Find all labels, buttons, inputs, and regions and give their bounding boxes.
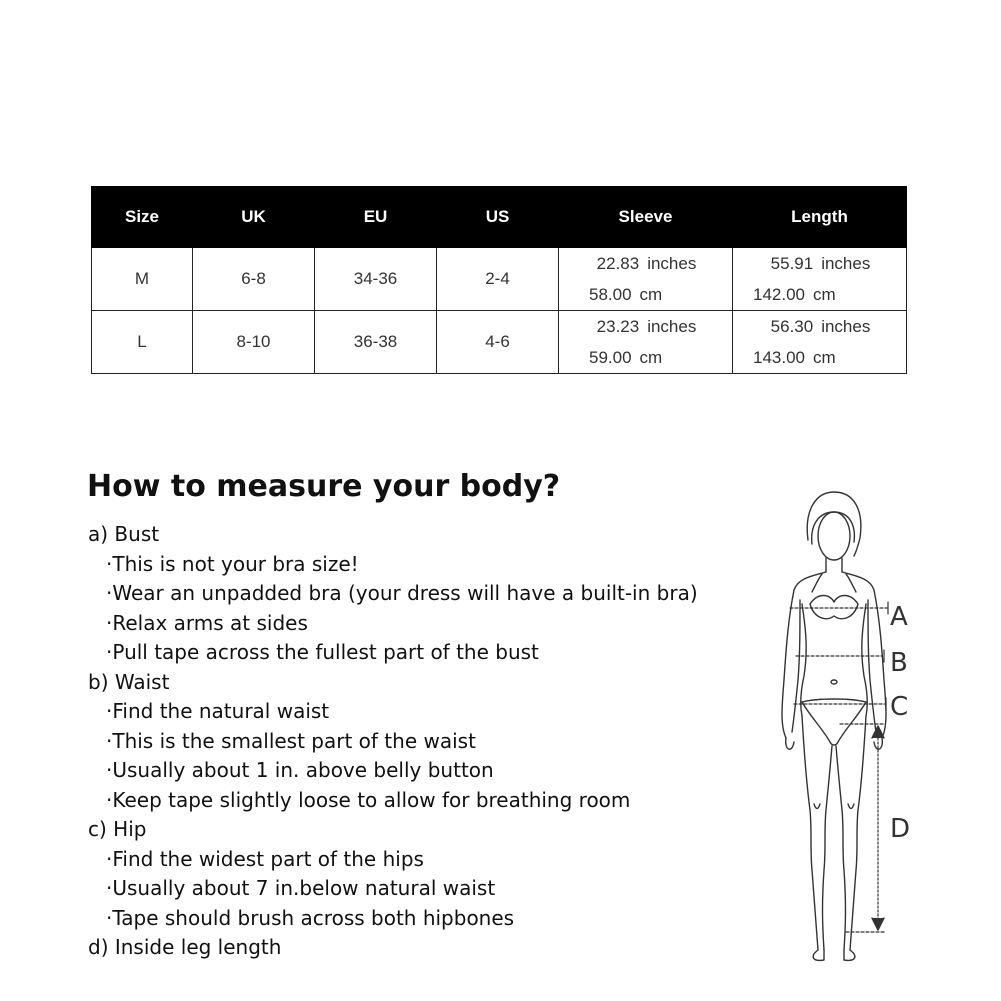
header-sleeve: Sleeve <box>559 187 733 248</box>
sleeve-cm-value: 58.00 <box>589 285 632 304</box>
list-item: ·Keep tape slightly loose to allow for breathing room <box>106 787 631 812</box>
length-inches-value: 56.30 <box>770 317 814 336</box>
step-heading-inside-leg: d) Inside leg length <box>88 935 282 959</box>
list-item: ·Usually about 7 in.below natural waist <box>106 876 496 900</box>
length-inches-unit: inches <box>821 317 871 336</box>
list-item: ·Tape should brush across both hipbones <box>106 905 515 930</box>
sleeve-cm-unit: cm <box>639 285 663 304</box>
list-item: ·This is not your bra size! <box>106 551 359 576</box>
length-cm-value: 143.00 <box>753 348 805 367</box>
cell-eu: 34-36 <box>315 248 437 311</box>
label-d: D <box>890 814 911 844</box>
sleeve-cm-unit: cm <box>639 348 663 367</box>
measurement-instructions <box>88 520 768 963</box>
header-uk: UK <box>193 187 315 248</box>
header-size: Size <box>92 187 193 248</box>
list-item: ·Find the natural waist <box>106 699 330 723</box>
header-us: US <box>437 187 559 248</box>
cell-uk: 6-8 <box>193 248 315 311</box>
step-heading-bust: a) Bust <box>88 522 160 546</box>
header-eu: EU <box>315 187 437 248</box>
length-inches-value: 55.91 <box>770 254 814 273</box>
sleeve-cm-value: 59.00 <box>589 348 632 367</box>
cell-length <box>733 248 907 311</box>
sleeve-inches-unit: inches <box>647 317 697 336</box>
step-heading-waist: b) Waist <box>88 669 170 694</box>
sleeve-inches-value: 23.23 <box>596 317 640 336</box>
list-item: ·Usually about 1 in. above belly button <box>106 758 494 782</box>
cell-sleeve <box>559 248 733 311</box>
header-length: Length <box>733 187 907 248</box>
list-item: ·This is the smallest part of the waist <box>106 728 476 753</box>
list-item: ·Relax arms at sides <box>106 610 308 635</box>
cell-uk: 8-10 <box>193 311 315 374</box>
cell-us: 2-4 <box>437 248 559 311</box>
size-table-header-row <box>92 187 907 248</box>
table-row <box>92 248 907 311</box>
size-chart-table <box>91 186 907 374</box>
label-c: C <box>890 692 909 722</box>
list-item: ·Wear an unpadded bra (your dress will have a built-in bra) <box>106 581 698 605</box>
sleeve-inches-unit: inches <box>647 254 697 273</box>
length-inches-unit: inches <box>821 254 871 273</box>
length-cm-unit: cm <box>813 285 836 304</box>
cell-length <box>733 311 907 374</box>
label-b: B <box>890 648 908 678</box>
cell-sleeve <box>559 311 733 374</box>
sleeve-inches-value: 22.83 <box>596 254 640 273</box>
cell-eu: 36-38 <box>315 311 437 374</box>
length-cm-value: 142.00 <box>753 285 805 304</box>
howto-title: How to measure your body? <box>87 469 561 504</box>
body-outline-illustration <box>760 480 950 980</box>
body-measurement-figure <box>760 480 950 980</box>
step-heading-hip: c) Hip <box>88 817 147 841</box>
cell-us: 4-6 <box>437 311 559 374</box>
list-item: ·Find the widest part of the hips <box>106 846 424 871</box>
table-row <box>92 311 907 374</box>
label-a: A <box>890 602 908 632</box>
length-cm-unit: cm <box>813 348 836 367</box>
cell-size: L <box>92 311 193 374</box>
cell-size: M <box>92 248 193 311</box>
list-item: ·Pull tape across the fullest part of the bust <box>106 640 539 664</box>
